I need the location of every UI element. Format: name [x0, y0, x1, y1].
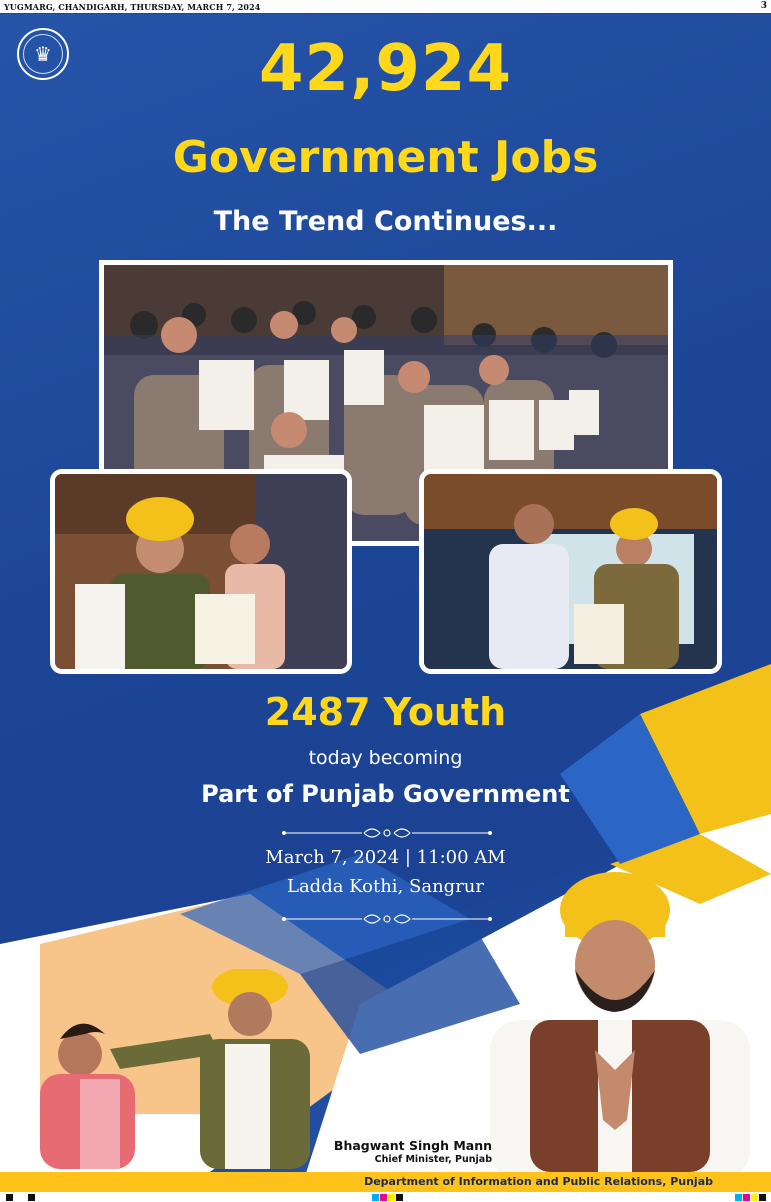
masthead-dateline: YUGMARG, CHANDIGARH, THURSDAY, MARCH 7, 2024: [4, 2, 261, 12]
ornamental-divider-icon: [282, 911, 492, 925]
chief-minister-portrait: [480, 870, 760, 1172]
cm-with-woman-photo: [419, 469, 722, 674]
jobs-headline: Government Jobs: [172, 132, 599, 183]
part-of-government-text: Part of Punjab Government: [201, 780, 570, 808]
punjab-government-emblem-icon: ♛: [17, 28, 69, 80]
event-venue: Ladda Kothi, Sangrur: [287, 876, 484, 897]
masthead: [0, 0, 771, 14]
cm-handing-letter-photo: [50, 469, 352, 674]
page-number: 3: [760, 1, 767, 11]
youth-count: 2487 Youth: [264, 690, 507, 734]
cm-blessing-student-photo: [20, 969, 340, 1169]
print-registration-marks: [0, 1192, 771, 1202]
cm-title: Chief Minister, Punjab: [374, 1154, 492, 1165]
event-date-time: March 7, 2024 | 11:00 AM: [265, 847, 506, 868]
department-credit: Department of Information and Public Relations, Punjab: [364, 1175, 713, 1188]
becoming-text: today becoming: [308, 747, 463, 769]
jobs-count-headline: 42,924: [259, 32, 512, 106]
ornamental-divider-icon: [282, 825, 492, 839]
trend-subheading: The Trend Continues...: [213, 206, 558, 237]
cm-name: Bhagwant Singh Mann: [333, 1138, 492, 1153]
government-advertisement: [0, 14, 771, 1192]
